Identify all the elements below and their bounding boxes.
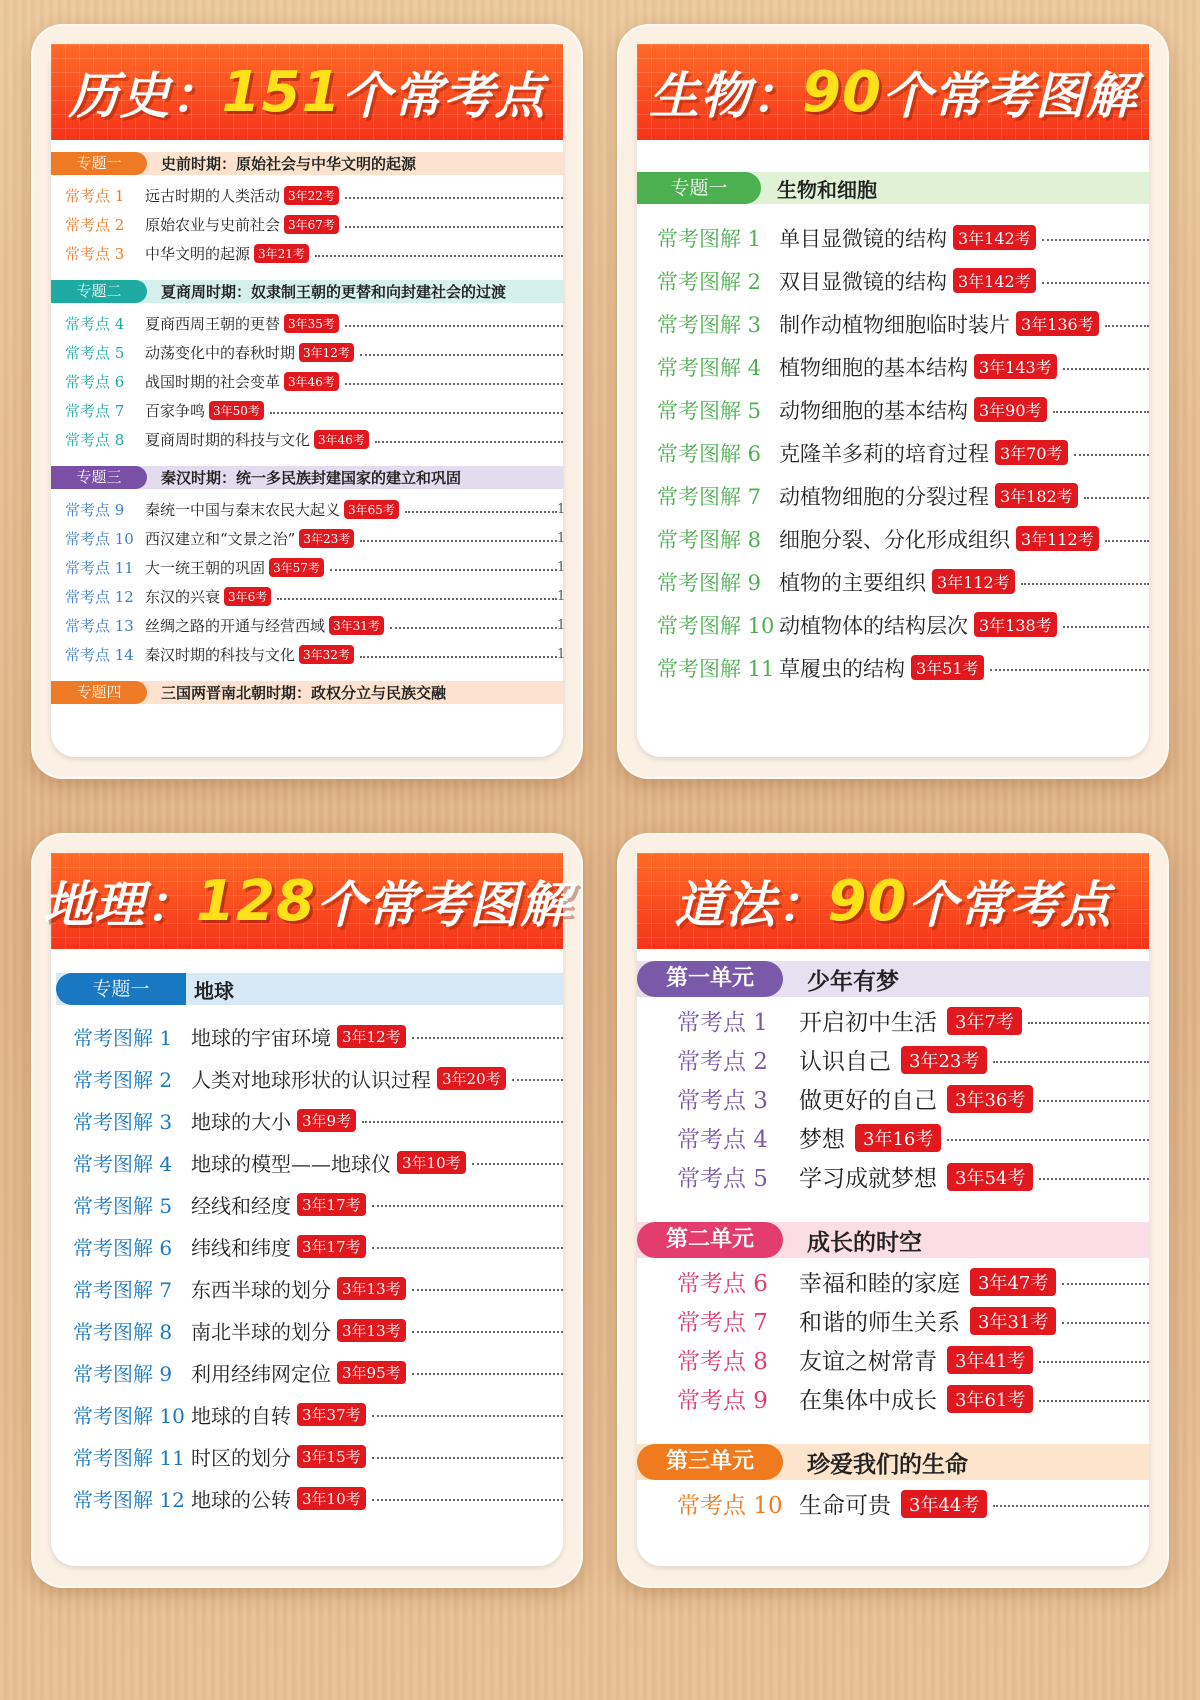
- entry-title: 夏商西周王朝的更替: [145, 315, 281, 333]
- frequency-badge: 3年10考: [297, 1487, 366, 1510]
- entry-label: 常考点 4: [65, 315, 125, 333]
- entry-label: 常考图解 10: [657, 613, 775, 638]
- section-tag: 专题二: [51, 280, 147, 303]
- dot-leader: [412, 1289, 563, 1291]
- entry-title: 幸福和睦的家庭: [799, 1271, 960, 1297]
- entry-label: 常考点 3: [65, 245, 125, 263]
- entry-title: 中华文明的起源: [145, 245, 251, 263]
- frequency-badge: 3年47考: [970, 1268, 1056, 1296]
- section-tag: 专题一: [56, 973, 186, 1005]
- entry-title: 人类对地球形状的认识过程: [191, 1067, 431, 1092]
- entry-label: 常考点 8: [677, 1349, 768, 1375]
- frequency-badge: 3年37考: [297, 1403, 366, 1426]
- entry-title: 和谐的师生关系: [799, 1310, 960, 1336]
- toc-entry[interactable]: [637, 345, 1149, 388]
- dot-leader: [405, 511, 557, 513]
- dot-leader: [360, 354, 563, 356]
- dot-leader: [315, 255, 563, 257]
- dot-leader: [1063, 368, 1149, 370]
- entry-title: 利用经纬网定位: [191, 1361, 331, 1386]
- dot-leader: [1062, 1322, 1149, 1324]
- frequency-badge: 3年22考: [284, 186, 339, 205]
- toc-entry[interactable]: [51, 1225, 563, 1267]
- entry-title: 地球的大小: [191, 1109, 291, 1134]
- entry-title: 认识自己: [799, 1049, 891, 1075]
- section-header: [51, 152, 563, 175]
- dot-leader: [360, 656, 557, 658]
- dot-leader: [375, 441, 563, 443]
- entry-label: 常考图解 8: [73, 1319, 173, 1344]
- frequency-badge: 3年23考: [299, 529, 354, 548]
- geography-card-content: [43, 853, 571, 1566]
- section-title: 史前时期：原始社会与中华文明的起源: [161, 155, 417, 173]
- frequency-badge: 3年13考: [337, 1319, 406, 1342]
- entry-title: 原始农业与史前社会: [145, 216, 281, 234]
- entry-title: 开启初中生活: [799, 1010, 937, 1036]
- frequency-badge: 3年12考: [337, 1025, 406, 1048]
- frequency-badge: 3年95考: [337, 1361, 406, 1384]
- dot-leader: [990, 669, 1149, 671]
- entry-label: 常考点 8: [65, 431, 125, 449]
- toc-entry[interactable]: [51, 1477, 563, 1519]
- entry-title: 东汉的兴衰: [145, 588, 221, 606]
- section-title: 少年有梦: [807, 968, 899, 995]
- section-header: [56, 973, 563, 1005]
- section-title: 地球: [194, 978, 234, 1003]
- frequency-badge: 3年46考: [284, 372, 339, 391]
- toc-entry[interactable]: [51, 524, 566, 553]
- entry-label: 常考点 7: [677, 1310, 768, 1336]
- frequency-badge: 3年17考: [297, 1235, 366, 1258]
- frequency-badge: 3年90考: [974, 397, 1047, 422]
- dot-leader: [372, 1247, 563, 1249]
- entry-title: 生命可贵: [799, 1493, 891, 1519]
- entry-label: 常考点 12: [65, 588, 134, 606]
- entry-label: 常考点 1: [677, 1010, 768, 1036]
- section-header: [51, 466, 563, 489]
- frequency-badge: 3年36考: [947, 1085, 1033, 1113]
- toc-entry[interactable]: [637, 388, 1149, 431]
- entry-label: 常考点 2: [65, 216, 125, 234]
- frequency-badge: 3年61考: [947, 1385, 1033, 1413]
- frequency-badge: 3年32考: [299, 645, 354, 664]
- entry-label: 常考图解 7: [657, 484, 762, 509]
- toc-entry[interactable]: [51, 582, 566, 611]
- entry-label: 常考图解 11: [73, 1445, 185, 1470]
- dot-leader: [412, 1037, 563, 1039]
- entry-title: 战国时期的社会变革: [145, 373, 281, 391]
- dot-leader: [345, 197, 563, 199]
- morality-card-content: [637, 853, 1149, 1566]
- entry-label: 常考点 11: [65, 559, 134, 577]
- frequency-badge: 3年15考: [297, 1445, 366, 1468]
- entry-title: 地球的自转: [191, 1403, 291, 1428]
- entry-label: 常考图解 4: [73, 1151, 173, 1176]
- entry-title: 做更好的自己: [799, 1088, 937, 1114]
- entry-title: 远古时期的人类活动: [145, 187, 281, 205]
- dot-leader: [1105, 540, 1149, 542]
- frequency-badge: 3年50考: [209, 401, 264, 420]
- banner-tail: 个常考点: [907, 876, 1112, 934]
- toc-entry[interactable]: [637, 603, 1149, 646]
- toc-entry[interactable]: [51, 425, 563, 454]
- section-header: [637, 1444, 1149, 1480]
- frequency-badge: 3年44考: [901, 1490, 987, 1518]
- toc-entry[interactable]: [637, 1079, 1149, 1118]
- section-header: [637, 961, 1149, 997]
- banner-subject: 生物：: [649, 67, 803, 125]
- toc-entry[interactable]: [637, 1118, 1149, 1157]
- page-number: 1: [557, 502, 566, 517]
- dot-leader: [345, 226, 563, 228]
- morality-banner: [637, 853, 1149, 949]
- frequency-badge: 3年142考: [953, 225, 1036, 250]
- entry-title: 制作动植物细胞临时装片: [779, 312, 1010, 337]
- page-number: 1: [557, 618, 566, 633]
- toc-entry[interactable]: [637, 1157, 1149, 1196]
- dot-leader: [993, 1061, 1149, 1063]
- dot-leader: [412, 1331, 563, 1333]
- frequency-badge: 3年16考: [855, 1124, 941, 1152]
- history-card: [31, 24, 583, 779]
- section-header: [51, 280, 563, 303]
- entry-title: 经线和经度: [191, 1193, 291, 1218]
- entry-title: 丝绸之路的开通与经营西域: [145, 617, 326, 635]
- frequency-badge: 3年51考: [911, 655, 984, 680]
- entry-label: 常考图解 2: [73, 1067, 173, 1092]
- banner-count: 90: [827, 868, 908, 934]
- banner-count: 151: [221, 59, 342, 125]
- toc-entry[interactable]: [51, 1267, 563, 1309]
- toc-entry[interactable]: [637, 1001, 1149, 1040]
- geography-banner: [43, 853, 571, 949]
- entry-label: 常考点 1: [65, 187, 125, 205]
- entry-title: 学习成就梦想: [799, 1166, 937, 1192]
- banner-subject: 地理：: [43, 876, 197, 934]
- frequency-badge: 3年9考: [297, 1109, 356, 1132]
- entry-label: 常考图解 2: [657, 269, 762, 294]
- entry-title: 友谊之树常青: [799, 1349, 937, 1375]
- toc-entry[interactable]: [51, 1015, 563, 1057]
- entry-label: 常考点 9: [65, 501, 125, 519]
- dot-leader: [512, 1079, 563, 1081]
- biology-card: [617, 24, 1169, 779]
- dot-leader: [372, 1457, 563, 1459]
- entry-title: 动植物体的结构层次: [779, 613, 968, 638]
- toc-entry[interactable]: [637, 517, 1149, 560]
- frequency-badge: 3年31考: [970, 1307, 1056, 1335]
- frequency-badge: 3年35考: [284, 314, 339, 333]
- toc-entry[interactable]: [51, 495, 566, 524]
- entry-label: 常考点 14: [65, 646, 134, 664]
- toc-entry[interactable]: [637, 1340, 1149, 1379]
- entry-title: 夏商周时期的科技与文化: [145, 431, 311, 449]
- dot-leader: [1074, 454, 1149, 456]
- entry-label: 常考图解 9: [73, 1361, 173, 1386]
- entry-title: 单目显微镜的结构: [779, 226, 947, 251]
- toc-entry[interactable]: [51, 1099, 563, 1141]
- entry-label: 常考点 9: [677, 1388, 768, 1414]
- entry-label: 常考图解 3: [73, 1109, 173, 1134]
- entry-title: 在集体中成长: [799, 1388, 937, 1414]
- dot-leader: [1039, 1400, 1149, 1402]
- toc-entry[interactable]: [637, 302, 1149, 345]
- entry-label: 常考点 10: [65, 530, 134, 548]
- toc-entry[interactable]: [51, 553, 566, 582]
- entry-title: 动荡变化中的春秋时期: [145, 344, 296, 362]
- entry-title: 秦汉时期的科技与文化: [145, 646, 296, 664]
- toc-entry[interactable]: [637, 646, 1149, 689]
- frequency-badge: 3年6考: [224, 587, 271, 606]
- toc-entry[interactable]: [51, 1435, 563, 1477]
- entry-label: 常考图解 8: [657, 527, 762, 552]
- entry-title: 梦想: [799, 1127, 845, 1153]
- banner-count: 128: [196, 868, 316, 934]
- toc-entry[interactable]: [637, 1262, 1149, 1301]
- dot-leader: [1039, 1361, 1149, 1363]
- frequency-badge: 3年17考: [297, 1193, 366, 1216]
- toc-entry[interactable]: [51, 1183, 563, 1225]
- frequency-badge: 3年112考: [1016, 526, 1099, 551]
- section-title: 夏商周时期：奴隶制王朝的更替和向封建社会的过渡: [161, 283, 507, 301]
- dot-leader: [372, 1205, 563, 1207]
- toc-entry[interactable]: [51, 338, 563, 367]
- toc-entry[interactable]: [637, 1379, 1149, 1418]
- entry-label: 常考点 5: [677, 1166, 768, 1192]
- frequency-badge: 3年142考: [953, 268, 1036, 293]
- biology-toc: [637, 172, 1149, 689]
- toc-entry[interactable]: [51, 1309, 563, 1351]
- entry-label: 常考点 10: [677, 1493, 783, 1519]
- section-tag: 专题四: [51, 681, 147, 704]
- toc-entry[interactable]: [51, 181, 563, 210]
- toc-entry[interactable]: [51, 239, 563, 268]
- entry-title: 地球的公转: [191, 1487, 291, 1512]
- entry-title: 大一统王朝的巩固: [145, 559, 266, 577]
- section-tag: 专题一: [637, 172, 761, 204]
- dot-leader: [390, 627, 557, 629]
- entry-title: 地球的宇宙环境: [191, 1025, 331, 1050]
- frequency-badge: 3年67考: [284, 215, 339, 234]
- frequency-badge: 3年31考: [329, 616, 384, 635]
- entry-label: 常考点 2: [677, 1049, 768, 1075]
- page-number: 1: [557, 647, 566, 662]
- dot-leader: [1042, 239, 1149, 241]
- dot-leader: [947, 1139, 1149, 1141]
- dot-leader: [372, 1499, 563, 1501]
- entry-title: 地球的模型——地球仪: [191, 1151, 391, 1176]
- entry-label: 常考图解 6: [657, 441, 762, 466]
- entry-title: 纬线和纬度: [191, 1235, 291, 1260]
- section-tag: 专题一: [51, 152, 147, 175]
- toc-entry[interactable]: [637, 560, 1149, 603]
- toc-entry[interactable]: [51, 611, 566, 640]
- entry-title: 南北半球的划分: [191, 1319, 331, 1344]
- frequency-badge: 3年20考: [437, 1067, 506, 1090]
- entry-title: 克隆羊多莉的培育过程: [779, 441, 989, 466]
- section-header: [637, 172, 1149, 204]
- entry-title: 时区的划分: [191, 1445, 291, 1470]
- section-tag: 第一单元: [637, 961, 783, 997]
- toc-entry[interactable]: [637, 1040, 1149, 1079]
- dot-leader: [1084, 497, 1149, 499]
- history-toc: [51, 152, 566, 704]
- morality-toc: [637, 961, 1149, 1523]
- entry-label: 常考图解 1: [73, 1025, 173, 1050]
- dot-leader: [1062, 1283, 1149, 1285]
- dot-leader: [1039, 1100, 1149, 1102]
- frequency-badge: 3年54考: [947, 1163, 1033, 1191]
- frequency-badge: 3年138考: [974, 612, 1057, 637]
- biology-banner: [637, 44, 1149, 140]
- biology-card-content: [637, 44, 1149, 757]
- toc-entry[interactable]: [637, 474, 1149, 517]
- dot-leader: [1053, 411, 1149, 413]
- entry-title: 动植物细胞的分裂过程: [779, 484, 989, 509]
- toc-entry[interactable]: [637, 216, 1149, 259]
- entry-title: 秦统一中国与秦末农民大起义: [145, 501, 341, 519]
- dot-leader: [372, 1415, 563, 1417]
- section-title: 秦汉时期：统一多民族封建国家的建立和巩固: [161, 469, 462, 487]
- dot-leader: [362, 1121, 563, 1123]
- page-number: 1: [557, 560, 566, 575]
- banner-tail: 个常考图解: [881, 67, 1137, 125]
- entry-title: 百家争鸣: [145, 402, 206, 420]
- section-title: 成长的时空: [807, 1229, 922, 1256]
- entry-label: 常考图解 7: [73, 1277, 173, 1302]
- history-banner: [51, 44, 563, 140]
- banner-tail: 个常考图解: [315, 876, 571, 934]
- dot-leader: [345, 325, 563, 327]
- entry-title: 植物的主要组织: [779, 570, 926, 595]
- frequency-badge: 3年10考: [397, 1151, 466, 1174]
- frequency-badge: 3年46考: [314, 430, 369, 449]
- banner-subject: 历史：: [68, 67, 222, 125]
- entry-title: 草履虫的结构: [779, 656, 905, 681]
- toc-entry[interactable]: [51, 1351, 563, 1393]
- entry-label: 常考图解 4: [657, 355, 762, 380]
- entry-title: 双目显微镜的结构: [779, 269, 947, 294]
- frequency-badge: 3年136考: [1016, 311, 1099, 336]
- dot-leader: [360, 540, 557, 542]
- entry-label: 常考图解 1: [657, 226, 762, 251]
- geography-card: [31, 833, 583, 1588]
- toc-entry[interactable]: [51, 367, 563, 396]
- banner-tail: 个常考点: [341, 67, 546, 125]
- section-header: [637, 1222, 1149, 1258]
- dot-leader: [1028, 1022, 1149, 1024]
- entry-label: 常考图解 10: [73, 1403, 185, 1428]
- dot-leader: [472, 1163, 563, 1165]
- entry-label: 常考点 13: [65, 617, 134, 635]
- dot-leader: [277, 598, 557, 600]
- entry-label: 常考图解 6: [73, 1235, 173, 1260]
- frequency-badge: 3年143考: [974, 354, 1057, 379]
- morality-card: [617, 833, 1169, 1588]
- frequency-badge: 3年70考: [995, 440, 1068, 465]
- entry-label: 常考图解 12: [73, 1487, 185, 1512]
- dot-leader: [1105, 325, 1149, 327]
- history-card-content: [51, 44, 566, 757]
- toc-entry[interactable]: [51, 1393, 563, 1435]
- section-header: [51, 681, 563, 704]
- dot-leader: [993, 1505, 1149, 1507]
- section-title: 生物和细胞: [777, 177, 877, 202]
- entry-label: 常考图解 5: [657, 398, 762, 423]
- entry-label: 常考点 5: [65, 344, 125, 362]
- section-title: 三国两晋南北朝时期：政权分立与民族交融: [161, 684, 447, 702]
- entry-title: 细胞分裂、分化形成组织: [779, 527, 1010, 552]
- entry-title: 东西半球的划分: [191, 1277, 331, 1302]
- frequency-badge: 3年182考: [995, 483, 1078, 508]
- entry-label: 常考点 4: [677, 1127, 768, 1153]
- dot-leader: [1039, 1178, 1149, 1180]
- frequency-badge: 3年21考: [254, 244, 309, 263]
- toc-entry[interactable]: [637, 431, 1149, 474]
- frequency-badge: 3年12考: [299, 343, 354, 362]
- toc-entry[interactable]: [637, 1301, 1149, 1340]
- dot-leader: [270, 412, 563, 414]
- toc-entry[interactable]: [637, 1484, 1149, 1523]
- frequency-badge: 3年65考: [344, 500, 399, 519]
- banner-count: 90: [802, 59, 882, 125]
- dot-leader: [1063, 626, 1149, 628]
- section-title: 珍爱我们的生命: [807, 1451, 968, 1478]
- entry-label: 常考点 6: [677, 1271, 768, 1297]
- dot-leader: [1021, 583, 1149, 585]
- toc-entry[interactable]: [51, 210, 563, 239]
- toc-entry[interactable]: [51, 396, 563, 425]
- toc-entry[interactable]: [51, 1057, 563, 1099]
- frequency-badge: 3年57考: [269, 558, 324, 577]
- entry-label: 常考点 3: [677, 1088, 768, 1114]
- entry-label: 常考点 7: [65, 402, 125, 420]
- entry-title: 动物细胞的基本结构: [779, 398, 968, 423]
- page-number: 1: [557, 531, 566, 546]
- entry-label: 常考图解 5: [73, 1193, 173, 1218]
- frequency-badge: 3年13考: [337, 1277, 406, 1300]
- section-tag: 第三单元: [637, 1444, 783, 1480]
- geography-toc: [51, 973, 563, 1519]
- toc-entry[interactable]: [51, 640, 566, 669]
- toc-entry[interactable]: [51, 1141, 563, 1183]
- frequency-badge: 3年112考: [932, 569, 1015, 594]
- toc-entry[interactable]: [637, 259, 1149, 302]
- dot-leader: [345, 383, 563, 385]
- dot-leader: [412, 1373, 563, 1375]
- frequency-badge: 3年41考: [947, 1346, 1033, 1374]
- entry-label: 常考图解 3: [657, 312, 762, 337]
- page-number: 1: [557, 589, 566, 604]
- entry-title: 植物细胞的基本结构: [779, 355, 968, 380]
- toc-entry[interactable]: [51, 309, 563, 338]
- entry-title: 西汉建立和“文景之治”: [145, 530, 296, 548]
- entry-label: 常考图解 11: [657, 656, 775, 681]
- dot-leader: [330, 569, 557, 571]
- frequency-badge: 3年23考: [901, 1046, 987, 1074]
- banner-subject: 道法：: [674, 876, 828, 934]
- dot-leader: [1042, 282, 1149, 284]
- entry-label: 常考图解 9: [657, 570, 762, 595]
- section-tag: 第二单元: [637, 1222, 783, 1258]
- entry-label: 常考点 6: [65, 373, 125, 391]
- frequency-badge: 3年7考: [947, 1007, 1022, 1035]
- section-tag: 专题三: [51, 466, 147, 489]
